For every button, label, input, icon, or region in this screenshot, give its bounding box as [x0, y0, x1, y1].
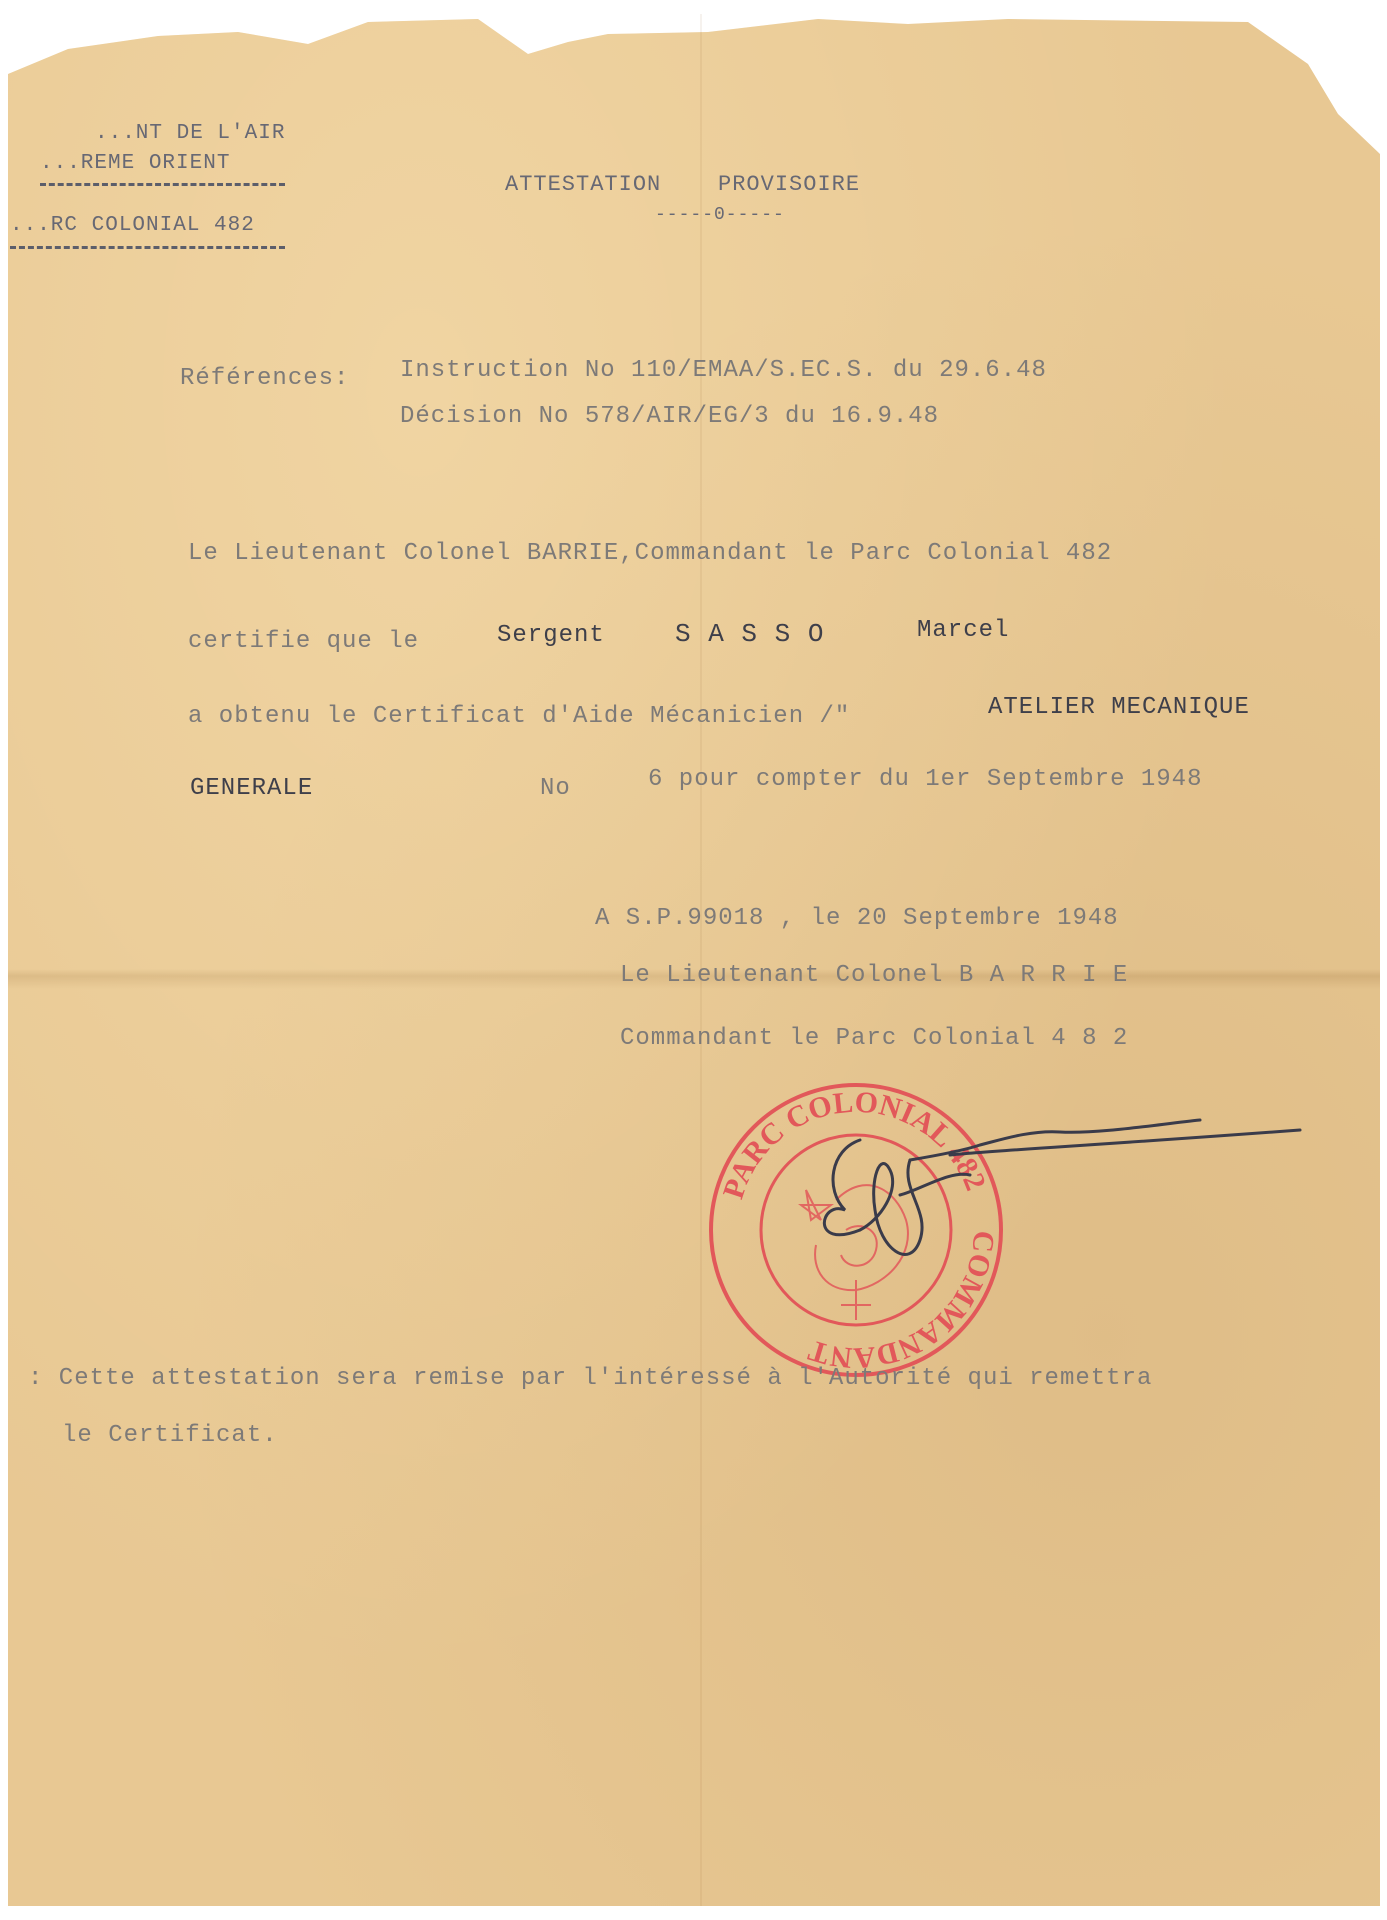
number-label: No	[540, 775, 571, 802]
specialty-line-1: ATELIER MECANIQUE	[988, 694, 1250, 721]
body-line-1: Le Lieutenant Colonel BARRIE,Commandant le Parc Colonial 482	[188, 540, 1113, 567]
header-line-1: ...NT DE L'AIR	[95, 122, 286, 145]
document-title: ATTESTATION PROVISOIRE	[505, 172, 861, 197]
header-underline-2	[10, 246, 285, 249]
references-line-1: Instruction No 110/EMAA/S.EC.S. du 29.6.48	[400, 357, 1047, 384]
specialty-line-2: GENERALE	[190, 775, 314, 802]
body-line-4: 6 pour compter du 1er Septembre 1948	[648, 766, 1203, 793]
footer-line-2: le Certificat.	[62, 1422, 278, 1449]
header-underline-1	[40, 183, 285, 186]
footer-line-1: : Cette attestation sera remise par l'intéressé à l'Autorité qui remettra	[28, 1365, 1153, 1392]
stamp-text-top: PARC COLONIAL 482	[716, 1085, 993, 1203]
header-line-3: ...RC COLONIAL 482	[10, 214, 255, 237]
header-line-2: ...REME ORIENT	[40, 152, 231, 175]
signatory-rank: Le Lieutenant Colonel B A R R I E	[620, 962, 1129, 989]
signatory-function: Commandant le Parc Colonial 4 8 2	[620, 1025, 1129, 1052]
title-divider: -----0-----	[655, 205, 785, 225]
surname: S A S S O	[675, 619, 825, 649]
stamp-text-right: COMMANDANT	[804, 1229, 1001, 1375]
references-line-2: Décision No 578/AIR/EG/3 du 16.9.48	[400, 403, 940, 430]
paper-fold	[700, 14, 702, 1906]
body-line-3-prefix: a obtenu le Certificat d'Aide Mécanicien /"	[188, 703, 851, 730]
firstname: Marcel	[917, 617, 1010, 644]
handwritten-signature	[800, 1100, 1320, 1260]
references-label: Références:	[180, 365, 350, 392]
body-line-2-prefix: certifie que le	[188, 628, 420, 655]
paper-sheet	[8, 14, 1380, 1906]
place-date: A S.P.99018 , le 20 Septembre 1948	[595, 905, 1119, 932]
grade: Sergent	[497, 622, 605, 649]
